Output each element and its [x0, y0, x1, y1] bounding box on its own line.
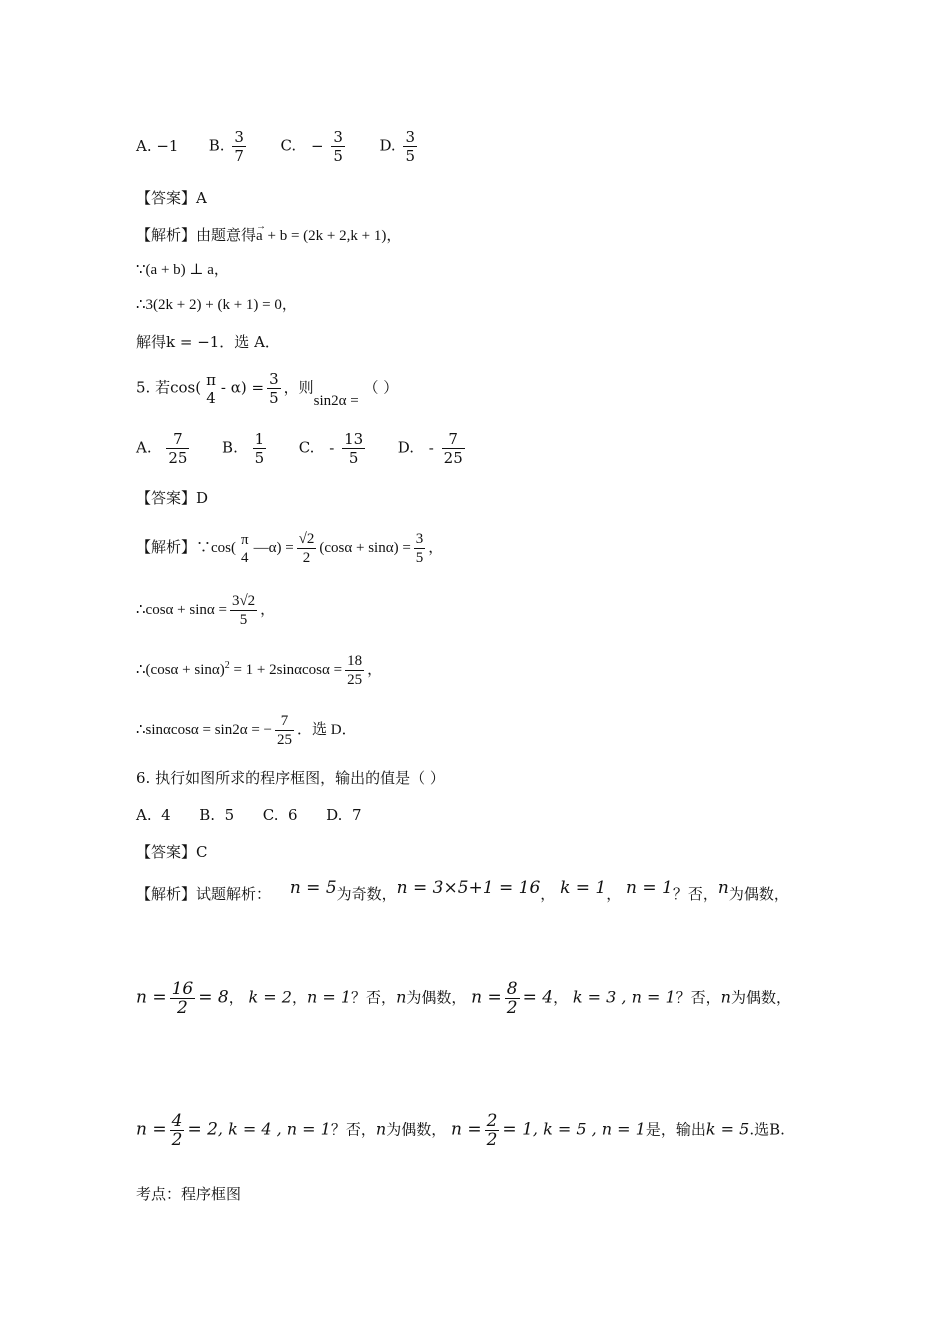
- q6-l2-t5: ，: [553, 988, 569, 1007]
- q6-l2-m9: n: [720, 987, 731, 1007]
- q6-l2-m1: n =: [136, 987, 167, 1008]
- q6-l1-t2: ，: [540, 885, 556, 903]
- q5-a2-end: ，: [260, 601, 276, 618]
- q5-stem-fraction: $\frac{3}{5}$: [269, 370, 279, 407]
- q6-l3-fraction-2: $\frac{2}{2}$: [486, 1111, 498, 1150]
- q6-l1-m3: k = 1: [560, 878, 607, 898]
- q5-analysis-line-4: [136, 712, 357, 749]
- q6-l3-fraction-1: $\frac{4}{2}$: [171, 1111, 183, 1150]
- q4-option-c-label: C.: [280, 136, 297, 155]
- q5-option-c-sign: -: [329, 438, 335, 457]
- q5-analysis-label: 【解析】: [136, 539, 197, 556]
- q5-a1-paren: (cosα + sinα) =: [319, 539, 411, 556]
- q6-l2-fraction-2: $\frac{8}{2}$: [506, 979, 518, 1018]
- q6-l2-m7: = 4: [522, 987, 554, 1008]
- q6-l2-t7: 为偶数，: [730, 988, 791, 1007]
- q6-l2-t2: ，: [291, 988, 307, 1007]
- q4-analysis-label: 【解析】: [136, 226, 197, 244]
- q6-l3-m3: , k = 4 , n = 1: [217, 1119, 331, 1139]
- q4-analysis-line-2: ∵(a + b) ⊥ a，: [136, 262, 229, 278]
- q6-l2-t4: 为偶数，: [406, 988, 467, 1007]
- q4-option-d-label: D.: [379, 136, 396, 155]
- q5-option-a-label: A.: [136, 438, 152, 457]
- q5-a1-sqrt-fraction: $\frac{√2}{2}$: [298, 531, 315, 566]
- q6-l2-m8: k = 3 , n = 1: [572, 987, 676, 1007]
- q4-option-b-fraction: $\frac{3}{7}$: [234, 128, 244, 165]
- q6-analysis-line-2: [136, 980, 791, 1017]
- q5-stem-mid: - α) =: [220, 378, 265, 397]
- q5-a1-end: ，: [428, 539, 444, 556]
- q5-stem-sin: sin2α =: [313, 392, 359, 409]
- q6-l2-fraction-1: $\frac{16}{2}$: [171, 979, 194, 1018]
- q4-options: [136, 128, 420, 165]
- q6-options: A. 4 B. 5 C. 6 D. 7: [136, 806, 362, 824]
- q6-l2-m6: n =: [471, 987, 502, 1008]
- vector-a: → a: [256, 226, 263, 246]
- q6-l1-t3: ，: [606, 885, 622, 903]
- q5-option-b-label: B.: [222, 438, 238, 457]
- q6-l3-t4: .选B.: [749, 1120, 785, 1139]
- q5-stem-prefix: 5. 若cos(: [136, 378, 202, 397]
- q5-option-d-fraction: $\frac{7}{25}$: [443, 430, 463, 467]
- q6-l1-t1: 为奇数，: [336, 885, 397, 903]
- q6-l1-t5: 为偶数，: [728, 885, 789, 903]
- q5-options: [136, 430, 468, 467]
- q5-a1-pre: ∵cos(: [196, 539, 237, 556]
- q6-l1-m4: n = 1: [626, 878, 673, 898]
- q5-stem-paren: （ ）: [363, 378, 399, 397]
- q5-analysis-line-1: [136, 530, 443, 567]
- q6-l1-t4: ？否，: [672, 885, 718, 903]
- q6-l1-m2: n = 3×5+1 = 16: [396, 878, 541, 898]
- q5-option-d-label: D.: [397, 438, 415, 457]
- q6-l3-m6: = 1: [502, 1119, 533, 1140]
- q5-analysis-line-2: [136, 592, 275, 629]
- q4-analysis-line-4: 解得k = −1．选 A．: [136, 333, 280, 351]
- q6-l3-m1: n =: [136, 1119, 167, 1140]
- q5-stem-suffix: ，则: [283, 378, 314, 397]
- q6-analysis-line-1: [136, 878, 789, 904]
- q6-stem: 6. 执行如图所求的程序框图，输出的值是（ ）: [136, 769, 445, 787]
- q6-answer: 【答案】C: [136, 843, 208, 861]
- q6-l3-t3: 是，输出: [645, 1120, 706, 1139]
- q6-l2-m4: n = 1: [306, 987, 352, 1007]
- q4-answer: 【答案】A: [136, 189, 207, 207]
- q5-option-c-fraction: $\frac{13}{5}$: [344, 430, 364, 467]
- q6-l2-m2: = 8: [198, 987, 229, 1008]
- q6-l1-t0: 试题解析：: [196, 885, 272, 903]
- q6-l1-m1: n = 5: [289, 878, 337, 898]
- q4-analysis-line-1: [136, 225, 401, 246]
- q6-l2-t1: ，: [228, 988, 244, 1007]
- q4-option-c-fraction: $\frac{3}{5}$: [333, 128, 343, 165]
- q5-option-b-fraction: $\frac{1}{5}$: [254, 430, 265, 467]
- q5-a1-fraction: $\frac{3}{5}$: [415, 531, 424, 566]
- q4-analysis-math: + b = (2k + 2,k + 1)，: [267, 228, 402, 244]
- q5-a4-end: ．选 D．: [297, 721, 357, 738]
- q6-l2-m5: n: [396, 987, 407, 1007]
- q5-a3-sup: 2: [224, 659, 230, 671]
- q6-l1-m5: n: [717, 878, 729, 898]
- q6-analysis-line-3: [136, 1112, 785, 1149]
- q4-option-d-fraction: $\frac{3}{5}$: [405, 128, 416, 165]
- q6-l3-m5: n =: [450, 1119, 482, 1140]
- q6-analysis-label: 【解析】: [136, 885, 197, 903]
- q5-option-c-label: C.: [298, 438, 315, 457]
- q5-a3-pre: ∴(cosα + sinα): [136, 661, 225, 678]
- q5-a1-mid: —α) =: [253, 539, 294, 556]
- q6-l3-m8: k = 5: [705, 1119, 750, 1139]
- q6-l2-m3: k = 2: [248, 987, 292, 1007]
- q5-a3-end: ，: [367, 661, 383, 678]
- q5-option-d-sign: -: [428, 438, 434, 457]
- q6-l3-t1: ？否，: [330, 1120, 376, 1139]
- q5-stem-pi-fraction: π 4: [206, 370, 216, 407]
- q6-l3-m7: , k = 5 , n = 1: [532, 1119, 646, 1139]
- q4-analysis-text: 由题意得: [196, 226, 257, 244]
- q6-point: 考点：程序框图: [136, 1185, 242, 1203]
- q5-a2-fraction: $\frac{3√2}{5}$: [231, 593, 256, 628]
- q5-a4-pre: ∴sinαcosα = sin2α = −: [136, 721, 273, 738]
- q4-option-a: A. −1: [136, 136, 179, 155]
- q4-option-c-sign: −: [310, 136, 324, 155]
- q5-option-a-fraction: $\frac{7}{25}$: [168, 430, 188, 467]
- q5-stem: [136, 370, 398, 407]
- q5-a3-mid: = 1 + 2sinαcosα =: [229, 661, 343, 678]
- q4-analysis-line-3: ∴3(2k + 2) + (k + 1) = 0，: [136, 297, 297, 313]
- q5-a3-fraction: $\frac{18}{25}$: [347, 653, 363, 688]
- q5-a1-pi-fraction: π 4: [241, 531, 249, 566]
- q5-analysis-line-3: [136, 652, 382, 689]
- q6-l2-t3: ？否，: [351, 988, 397, 1007]
- q6-l3-m2: = 2: [187, 1119, 218, 1140]
- q5-answer: 【答案】D: [136, 489, 209, 507]
- q6-l2-t6: ？否，: [675, 988, 721, 1007]
- q6-l3-m4: n: [375, 1119, 387, 1139]
- q5-a2-pre: ∴cosα + sinα =: [136, 601, 227, 618]
- q4-option-b-label: B.: [208, 136, 225, 155]
- q5-a4-fraction: $\frac{7}{25}$: [277, 713, 293, 748]
- q6-l3-t2: 为偶数，: [386, 1120, 447, 1139]
